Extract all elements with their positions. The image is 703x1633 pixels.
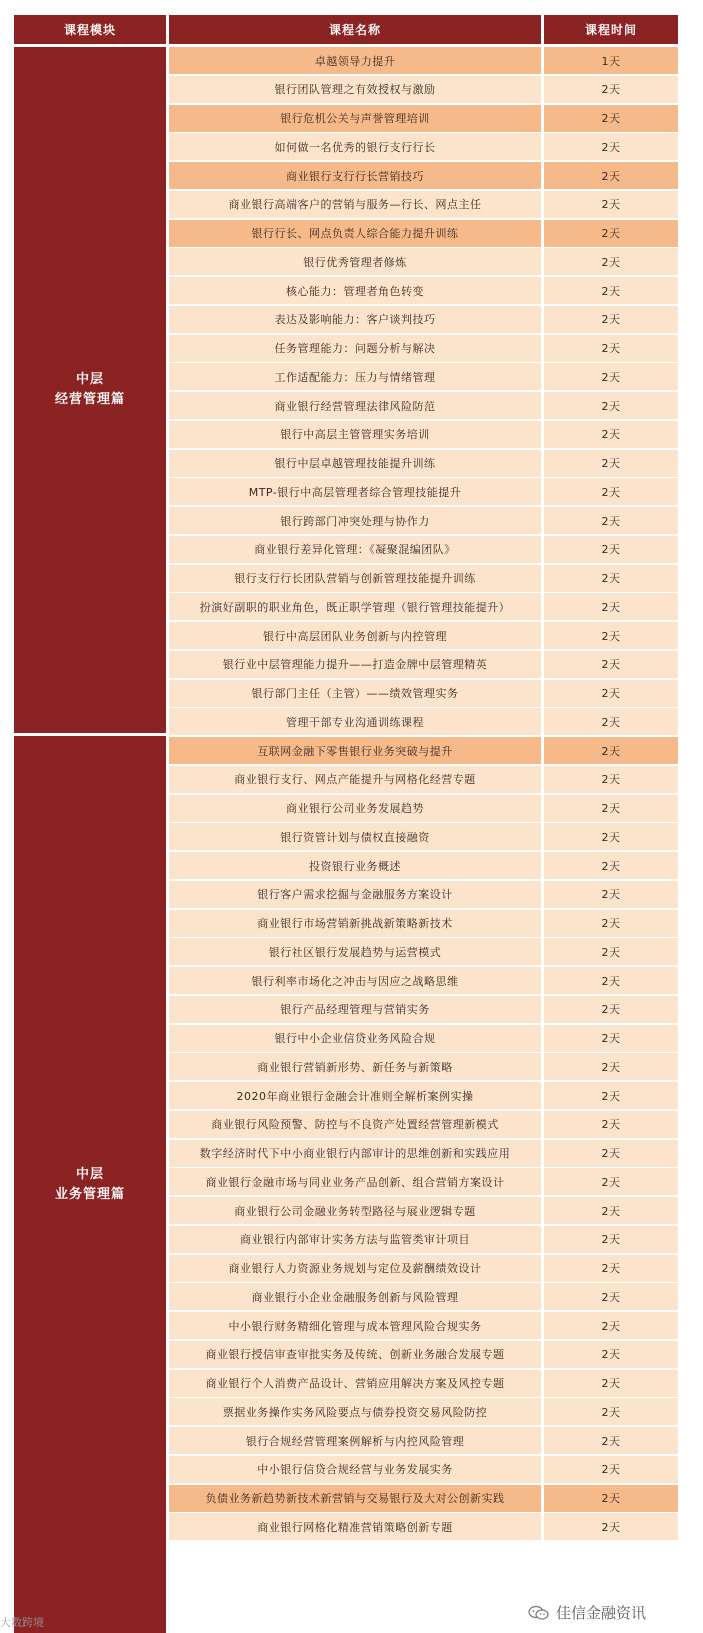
course-name: 商业银行风险预警、防控与不良资产处置经营管理新模式 — [169, 1111, 541, 1138]
table-row — [169, 105, 678, 132]
course-time: 1天 — [544, 47, 678, 74]
course-name: 如何做一名优秀的银行支行行长 — [169, 133, 541, 160]
course-name: 银行危机公关与声誉管理培训 — [169, 105, 541, 132]
course-time: 2天 — [544, 392, 678, 419]
course-time: 2天 — [544, 536, 678, 563]
course-name: 票据业务操作实务风险要点与债券投资交易风险防控 — [169, 1398, 541, 1425]
table-row — [169, 191, 678, 218]
course-time: 2天 — [544, 823, 678, 850]
course-name: 工作适配能力：压力与情绪管理 — [169, 363, 541, 390]
table-row — [169, 852, 678, 879]
course-time: 2天 — [544, 852, 678, 879]
table-row — [169, 881, 678, 908]
course-name: 银行业中层管理能力提升——打造金牌中层管理精英 — [169, 651, 541, 678]
course-time: 2天 — [544, 421, 678, 448]
course-name: 2020年商业银行金融会计准则全解析案例实操 — [169, 1082, 541, 1109]
course-name: 银行部门主任（主管）——绩效管理实务 — [169, 680, 541, 707]
course-time: 2天 — [544, 910, 678, 937]
table-row — [169, 76, 678, 103]
course-time: 2天 — [544, 306, 678, 333]
course-name: 银行产品经理管理与营销实务 — [169, 996, 541, 1023]
course-name: 银行跨部门冲突处理与协作力 — [169, 507, 541, 534]
course-name: 表达及影响能力：客户谈判技巧 — [169, 306, 541, 333]
table-row — [169, 1485, 678, 1512]
course-time: 2天 — [544, 766, 678, 793]
module-line2: 业务管理篇 — [54, 1186, 125, 1202]
table-row — [169, 967, 678, 994]
table-row — [169, 478, 678, 505]
table-row — [169, 651, 678, 678]
course-name: 商业银行个人消费产品设计、营销应用解决方案及风控专题 — [169, 1370, 541, 1397]
course-name: 银行中层卓越管理技能提升训练 — [169, 450, 541, 477]
course-time: 2天 — [544, 191, 678, 218]
table-row — [169, 1513, 678, 1540]
header-name: 课程名称 — [169, 15, 541, 44]
course-time: 2天 — [544, 1283, 678, 1310]
course-table — [14, 15, 678, 1633]
table-row — [169, 450, 678, 477]
course-time: 2天 — [544, 651, 678, 678]
course-time: 2天 — [544, 1168, 678, 1195]
header-time: 课程时间 — [544, 15, 678, 44]
watermark-right-text: 佳信金融资讯 — [556, 1604, 647, 1622]
table-row — [169, 133, 678, 160]
course-name: 银行中高层团队业务创新与内控管理 — [169, 622, 541, 649]
course-time: 2天 — [544, 105, 678, 132]
table-row — [169, 996, 678, 1023]
course-time: 2天 — [544, 593, 678, 620]
table-row — [169, 536, 678, 563]
course-name: 商业银行高端客户的营销与服务—行长、网点主任 — [169, 191, 541, 218]
table-row — [169, 1025, 678, 1052]
table-row — [169, 1283, 678, 1310]
table-row — [169, 737, 678, 764]
table-row — [169, 1370, 678, 1397]
course-time: 2天 — [544, 478, 678, 505]
course-time: 2天 — [544, 248, 678, 275]
table-row — [169, 1082, 678, 1109]
course-name: 银行团队管理之有效授权与激励 — [169, 76, 541, 103]
table-row — [169, 1255, 678, 1282]
course-time: 2天 — [544, 1255, 678, 1282]
course-time: 2天 — [544, 1513, 678, 1540]
course-name: 卓越领导力提升 — [169, 47, 541, 74]
course-time: 2天 — [544, 1226, 678, 1253]
course-name: 商业银行授信审查审批实务及传统、创新业务融合发展专题 — [169, 1341, 541, 1368]
course-name: 商业银行经营管理法律风险防范 — [169, 392, 541, 419]
course-name: 扮演好副职的职业角色，既正职学管理（银行管理技能提升） — [169, 593, 541, 620]
course-time: 2天 — [544, 622, 678, 649]
course-time: 2天 — [544, 795, 678, 822]
table-row — [169, 1456, 678, 1483]
course-name: 银行合规经营管理案例解析与内控风险管理 — [169, 1427, 541, 1454]
course-name: 商业银行市场营销新挑战新策略新技术 — [169, 910, 541, 937]
table-row — [169, 1312, 678, 1339]
course-name: 银行利率市场化之冲击与因应之战略思维 — [169, 967, 541, 994]
course-time: 2天 — [544, 938, 678, 965]
course-name: 商业银行人力资源业务规划与定位及薪酬绩效设计 — [169, 1255, 541, 1282]
header-module: 课程模块 — [14, 15, 166, 44]
table-row — [169, 766, 678, 793]
table-row — [169, 421, 678, 448]
course-time: 2天 — [544, 881, 678, 908]
course-time: 2天 — [544, 1370, 678, 1397]
module-cell-operations — [14, 47, 166, 733]
course-time: 2天 — [544, 708, 678, 735]
table-row — [169, 392, 678, 419]
course-time: 2天 — [544, 162, 678, 189]
table-row — [169, 220, 678, 247]
table-row — [169, 1398, 678, 1425]
wechat-icon — [528, 1605, 550, 1621]
table-row — [169, 1427, 678, 1454]
course-time: 2天 — [544, 680, 678, 707]
course-time: 2天 — [544, 220, 678, 247]
course-time: 2天 — [544, 363, 678, 390]
course-time: 2天 — [544, 737, 678, 764]
course-name: 银行中小企业信贷业务风险合规 — [169, 1025, 541, 1052]
course-time: 2天 — [544, 1456, 678, 1483]
table-row — [169, 1053, 678, 1080]
table-row — [169, 795, 678, 822]
watermark-right — [528, 1602, 646, 1623]
table-row — [169, 47, 678, 74]
table-row — [169, 162, 678, 189]
table-row — [169, 1226, 678, 1253]
course-time: 2天 — [544, 450, 678, 477]
table-row — [169, 593, 678, 620]
course-name: 商业银行小企业金融服务创新与风险管理 — [169, 1283, 541, 1310]
course-time: 2天 — [544, 76, 678, 103]
table-row — [169, 565, 678, 592]
course-name: MTP-银行中高层管理者综合管理技能提升 — [169, 478, 541, 505]
course-name: 商业银行公司业务发展趋势 — [169, 795, 541, 822]
course-name: 任务管理能力：问题分析与解决 — [169, 335, 541, 362]
course-name: 商业银行差异化管理：《凝聚混编团队》 — [169, 536, 541, 563]
course-time: 2天 — [544, 996, 678, 1023]
course-time: 2天 — [544, 1398, 678, 1425]
course-time: 2天 — [544, 1341, 678, 1368]
course-name: 负债业务新趋势新技术新营销与交易银行及大对公创新实践 — [169, 1485, 541, 1512]
table-row — [169, 335, 678, 362]
course-time: 2天 — [544, 1082, 678, 1109]
course-time: 2天 — [544, 507, 678, 534]
table-row — [169, 1140, 678, 1167]
table-row — [169, 248, 678, 275]
table-row — [169, 507, 678, 534]
course-name: 银行中高层主管管理实务培训 — [169, 421, 541, 448]
table-row — [169, 680, 678, 707]
course-time: 2天 — [544, 1140, 678, 1167]
course-name: 管理干部专业沟通训练课程 — [169, 708, 541, 735]
course-name: 核心能力：管理者角色转变 — [169, 277, 541, 304]
course-name: 银行社区银行发展趋势与运营模式 — [169, 938, 541, 965]
table-row — [169, 306, 678, 333]
course-name: 商业银行网格化精准营销策略创新专题 — [169, 1513, 541, 1540]
course-name: 银行行长、网点负责人综合能力提升训练 — [169, 220, 541, 247]
table-row — [169, 363, 678, 390]
module-line2: 经营管理篇 — [54, 392, 125, 407]
course-name: 商业银行金融市场与同业业务产品创新、组合营销方案设计 — [169, 1168, 541, 1195]
table-row — [169, 1197, 678, 1224]
course-name: 商业银行营销新形势、新任务与新策略 — [169, 1053, 541, 1080]
table-row — [169, 277, 678, 304]
course-name: 数字经济时代下中小商业银行内部审计的思维创新和实践应用 — [169, 1140, 541, 1167]
course-name: 银行支行行长团队营销与创新管理技能提升训练 — [169, 565, 541, 592]
course-name: 中小银行信贷合规经营与业务发展实务 — [169, 1456, 541, 1483]
course-name: 银行客户需求挖掘与金融服务方案设计 — [169, 881, 541, 908]
course-name: 商业银行支行行长营销技巧 — [169, 162, 541, 189]
table-row — [169, 910, 678, 937]
module-line1: 中层 — [75, 1166, 104, 1182]
course-name: 商业银行支行、网点产能提升与网格化经营专题 — [169, 766, 541, 793]
course-time: 2天 — [544, 1053, 678, 1080]
table-row — [169, 1111, 678, 1138]
table-row — [169, 622, 678, 649]
course-name: 中小银行财务精细化管理与成本管理风险合规实务 — [169, 1312, 541, 1339]
course-name: 商业银行公司金融业务转型路径与展业逻辑专题 — [169, 1197, 541, 1224]
course-name: 商业银行内部审计实务方法与监管类审计项目 — [169, 1226, 541, 1253]
course-name: 投资银行业务概述 — [169, 852, 541, 879]
course-time: 2天 — [544, 133, 678, 160]
course-time: 2天 — [544, 1427, 678, 1454]
course-time: 2天 — [544, 1485, 678, 1512]
table-row — [169, 708, 678, 735]
course-time: 2天 — [544, 967, 678, 994]
course-time: 2天 — [544, 1025, 678, 1052]
course-time: 2天 — [544, 565, 678, 592]
course-time: 2天 — [544, 335, 678, 362]
course-time: 2天 — [544, 1111, 678, 1138]
table-row — [169, 823, 678, 850]
table-row — [169, 1341, 678, 1368]
course-time: 2天 — [544, 1312, 678, 1339]
module-line1: 中层 — [75, 372, 104, 387]
table-row — [169, 1168, 678, 1195]
course-name: 银行优秀管理者修炼 — [169, 248, 541, 275]
course-name: 互联网金融下零售银行业务突破与提升 — [169, 737, 541, 764]
course-name: 银行资管计划与债权直接融资 — [169, 823, 541, 850]
module-cell-business — [14, 736, 166, 1633]
course-time: 2天 — [544, 277, 678, 304]
course-time: 2天 — [544, 1197, 678, 1224]
watermark-left: 大数跨境 — [0, 1616, 44, 1629]
table-row — [169, 938, 678, 965]
